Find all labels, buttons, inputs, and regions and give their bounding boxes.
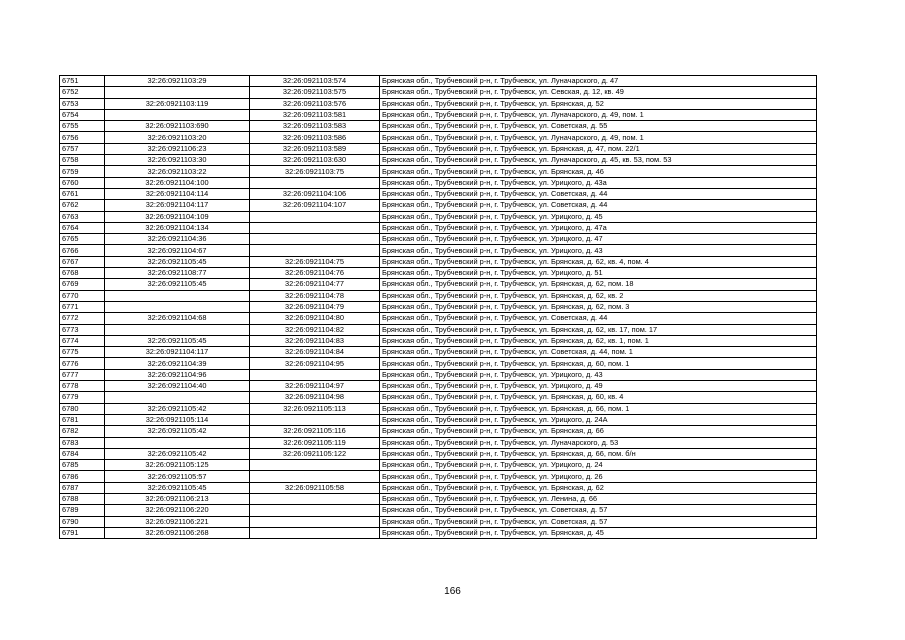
table-row: [60, 268, 817, 279]
address-cell: Брянская обл., Трубчевский р-н, г. Трубчевск, ул. Луначарского, д. 45, кв. 53, пом. 53: [380, 155, 817, 166]
object-cadastral-number-cell: 32:26:0921104:106: [250, 188, 380, 199]
table-row: [60, 87, 817, 98]
table-row: [60, 505, 817, 516]
row-number-cell: 6787: [60, 482, 105, 493]
object-cadastral-number-cell: 32:26:0921104:95: [250, 358, 380, 369]
table-row: [60, 245, 817, 256]
object-cadastral-number-cell: 32:26:0921103:576: [250, 98, 380, 109]
table-row: [60, 527, 817, 538]
address-cell: Брянская обл., Трубчевский р-н, г. Трубчевск, ул. Брянская, д. 62: [380, 482, 817, 493]
address-cell: Брянская обл., Трубчевский р-н, г. Трубчевск, ул. Луначарского, д. 49, пом. 1: [380, 132, 817, 143]
row-number-cell: 6773: [60, 324, 105, 335]
object-cadastral-number-cell: 32:26:0921103:630: [250, 155, 380, 166]
table-row: [60, 256, 817, 267]
cadastral-number-cell: 32:26:0921105:45: [105, 482, 250, 493]
address-cell: Брянская обл., Трубчевский р-н, г. Трубчевск, ул. Урицкого, д. 45: [380, 211, 817, 222]
row-number-cell: 6753: [60, 98, 105, 109]
cadastral-number-cell: 32:26:0921103:22: [105, 166, 250, 177]
row-number-cell: 6770: [60, 290, 105, 301]
address-cell: Брянская обл., Трубчевский р-н, г. Трубчевск, ул. Луначарского, д. 53: [380, 437, 817, 448]
table-row: [60, 76, 817, 87]
address-cell: Брянская обл., Трубчевский р-н, г. Трубчевск, ул. Брянская, д. 52: [380, 98, 817, 109]
row-number-cell: 6783: [60, 437, 105, 448]
cadastral-number-cell: 32:26:0921104:109: [105, 211, 250, 222]
address-cell: Брянская обл., Трубчевский р-н, г. Трубчевск, ул. Советская, д. 44: [380, 200, 817, 211]
table-row: [60, 437, 817, 448]
row-number-cell: 6791: [60, 527, 105, 538]
object-cadastral-number-cell: [250, 245, 380, 256]
table-row: [60, 143, 817, 154]
table-row: [60, 188, 817, 199]
row-number-cell: 6775: [60, 347, 105, 358]
row-number-cell: 6759: [60, 166, 105, 177]
address-cell: Брянская обл., Трубчевский р-н, г. Трубчевск, ул. Урицкого, д. 47: [380, 234, 817, 245]
address-cell: Брянская обл., Трубчевский р-н, г. Трубчевск, ул. Брянская, д. 62, пом. 18: [380, 279, 817, 290]
cadastral-number-cell: 32:26:0921106:23: [105, 143, 250, 154]
address-cell: Брянская обл., Трубчевский р-н, г. Трубчевск, ул. Брянская, д. 47, пом. 22/1: [380, 143, 817, 154]
table-row: [60, 211, 817, 222]
address-cell: Брянская обл., Трубчевский р-н, г. Трубчевск, ул. Советская, д. 44: [380, 188, 817, 199]
row-number-cell: 6790: [60, 516, 105, 527]
row-number-cell: 6772: [60, 313, 105, 324]
address-cell: Брянская обл., Трубчевский р-н, г. Трубчевск, ул. Брянская, д. 66, пом. б/н: [380, 448, 817, 459]
cadastral-number-cell: 32:26:0921105:42: [105, 426, 250, 437]
address-cell: Брянская обл., Трубчевский р-н, г. Трубчевск, ул. Брянская, д. 66, пом. 1: [380, 403, 817, 414]
cadastral-number-cell: 32:26:0921104:134: [105, 222, 250, 233]
object-cadastral-number-cell: 32:26:0921105:58: [250, 482, 380, 493]
object-cadastral-number-cell: 32:26:0921105:116: [250, 426, 380, 437]
cadastral-number-cell: 32:26:0921104:40: [105, 381, 250, 392]
address-cell: Брянская обл., Трубчевский р-н, г. Трубчевск, ул. Севская, д. 12, кв. 49: [380, 87, 817, 98]
address-cell: Брянская обл., Трубчевский р-н, г. Трубчевск, ул. Урицкого, д. 43: [380, 245, 817, 256]
object-cadastral-number-cell: 32:26:0921104:107: [250, 200, 380, 211]
table-row: [60, 121, 817, 132]
address-cell: Брянская обл., Трубчевский р-н, г. Трубчевск, ул. Брянская, д. 60, пом. 1: [380, 358, 817, 369]
row-number-cell: 6786: [60, 471, 105, 482]
object-cadastral-number-cell: 32:26:0921104:78: [250, 290, 380, 301]
cadastral-number-cell: 32:26:0921104:117: [105, 347, 250, 358]
object-cadastral-number-cell: [250, 527, 380, 538]
object-cadastral-number-cell: 32:26:0921104:84: [250, 347, 380, 358]
object-cadastral-number-cell: 32:26:0921104:98: [250, 392, 380, 403]
object-cadastral-number-cell: 32:26:0921104:79: [250, 301, 380, 312]
cadastral-number-cell: 32:26:0921104:100: [105, 177, 250, 188]
table-row: [60, 471, 817, 482]
object-cadastral-number-cell: 32:26:0921103:589: [250, 143, 380, 154]
table-row: [60, 493, 817, 504]
row-number-cell: 6765: [60, 234, 105, 245]
cadastral-number-cell: 32:26:0921104:96: [105, 369, 250, 380]
cadastral-number-cell: 32:26:0921104:36: [105, 234, 250, 245]
address-cell: Брянская обл., Трубчевский р-н, г. Трубчевск, ул. Урицкого, д. 24: [380, 460, 817, 471]
address-cell: Брянская обл., Трубчевский р-н, г. Трубчевск, ул. Брянская, д. 66: [380, 426, 817, 437]
address-cell: Брянская обл., Трубчевский р-н, г. Трубчевск, ул. Советская, д. 57: [380, 516, 817, 527]
object-cadastral-number-cell: 32:26:0921103:581: [250, 109, 380, 120]
cadastral-number-cell: [105, 87, 250, 98]
table-row: [60, 200, 817, 211]
cadastral-number-cell: 32:26:0921104:67: [105, 245, 250, 256]
object-cadastral-number-cell: 32:26:0921104:77: [250, 279, 380, 290]
table-row: [60, 222, 817, 233]
address-cell: Брянская обл., Трубчевский р-н, г. Трубчевск, ул. Урицкого, д. 24А: [380, 414, 817, 425]
address-cell: Брянская обл., Трубчевский р-н, г. Трубчевск, ул. Урицкого, д. 26: [380, 471, 817, 482]
row-number-cell: 6781: [60, 414, 105, 425]
table-row: [60, 177, 817, 188]
address-cell: Брянская обл., Трубчевский р-н, г. Трубчевск, ул. Брянская, д. 60, кв. 4: [380, 392, 817, 403]
table-row: [60, 392, 817, 403]
address-cell: Брянская обл., Трубчевский р-н, г. Трубчевск, ул. Советская, д. 57: [380, 505, 817, 516]
cadastral-number-cell: 32:26:0921103:690: [105, 121, 250, 132]
cadastral-number-cell: [105, 437, 250, 448]
address-cell: Брянская обл., Трубчевский р-н, г. Трубчевск, ул. Луначарского, д. 49, пом. 1: [380, 109, 817, 120]
object-cadastral-number-cell: 32:26:0921104:83: [250, 335, 380, 346]
row-number-cell: 6752: [60, 87, 105, 98]
table-row: [60, 98, 817, 109]
row-number-cell: 6754: [60, 109, 105, 120]
object-cadastral-number-cell: [250, 414, 380, 425]
object-cadastral-number-cell: 32:26:0921105:122: [250, 448, 380, 459]
table-row: [60, 301, 817, 312]
row-number-cell: 6760: [60, 177, 105, 188]
object-cadastral-number-cell: 32:26:0921103:583: [250, 121, 380, 132]
cadastral-number-cell: 32:26:0921106:213: [105, 493, 250, 504]
property-registry-table: [59, 75, 817, 539]
table-row: [60, 369, 817, 380]
cadastral-number-cell: 32:26:0921105:42: [105, 403, 250, 414]
row-number-cell: 6763: [60, 211, 105, 222]
cadastral-number-cell: 32:26:0921106:268: [105, 527, 250, 538]
object-cadastral-number-cell: 32:26:0921105:113: [250, 403, 380, 414]
cadastral-number-cell: 32:26:0921105:45: [105, 335, 250, 346]
cadastral-number-cell: 32:26:0921105:114: [105, 414, 250, 425]
cadastral-number-cell: [105, 392, 250, 403]
table-row: [60, 166, 817, 177]
cadastral-number-cell: 32:26:0921104:117: [105, 200, 250, 211]
address-cell: Брянская обл., Трубчевский р-н, г. Трубчевск, ул. Советская, д. 44: [380, 313, 817, 324]
row-number-cell: 6755: [60, 121, 105, 132]
row-number-cell: 6761: [60, 188, 105, 199]
row-number-cell: 6788: [60, 493, 105, 504]
table-row: [60, 234, 817, 245]
table-row: [60, 358, 817, 369]
cadastral-number-cell: 32:26:0921105:45: [105, 256, 250, 267]
cadastral-number-cell: [105, 324, 250, 335]
object-cadastral-number-cell: [250, 460, 380, 471]
row-number-cell: 6777: [60, 369, 105, 380]
object-cadastral-number-cell: [250, 234, 380, 245]
object-cadastral-number-cell: 32:26:0921104:97: [250, 381, 380, 392]
cadastral-number-cell: 32:26:0921103:30: [105, 155, 250, 166]
table-row: [60, 155, 817, 166]
cadastral-number-cell: 32:26:0921104:39: [105, 358, 250, 369]
address-cell: Брянская обл., Трубчевский р-н, г. Трубчевск, ул. Брянская, д. 62, кв. 17, пом. 17: [380, 324, 817, 335]
address-cell: Брянская обл., Трубчевский р-н, г. Трубчевск, ул. Брянская, д. 62, кв. 2: [380, 290, 817, 301]
cadastral-number-cell: [105, 301, 250, 312]
row-number-cell: 6784: [60, 448, 105, 459]
object-cadastral-number-cell: 32:26:0921104:76: [250, 268, 380, 279]
address-cell: Брянская обл., Трубчевский р-н, г. Трубчевск, ул. Брянская, д. 62, пом. 3: [380, 301, 817, 312]
page-number: 166: [444, 586, 461, 597]
cadastral-number-cell: 32:26:0921103:29: [105, 76, 250, 87]
address-cell: Брянская обл., Трубчевский р-н, г. Трубчевск, ул. Урицкого, д. 43: [380, 369, 817, 380]
row-number-cell: 6756: [60, 132, 105, 143]
object-cadastral-number-cell: 32:26:0921103:586: [250, 132, 380, 143]
table-row: [60, 381, 817, 392]
cadastral-number-cell: [105, 109, 250, 120]
row-number-cell: 6782: [60, 426, 105, 437]
table-row: [60, 426, 817, 437]
row-number-cell: 6764: [60, 222, 105, 233]
object-cadastral-number-cell: 32:26:0921104:75: [250, 256, 380, 267]
row-number-cell: 6758: [60, 155, 105, 166]
object-cadastral-number-cell: 32:26:0921105:119: [250, 437, 380, 448]
row-number-cell: 6766: [60, 245, 105, 256]
table-row: [60, 448, 817, 459]
row-number-cell: 6785: [60, 460, 105, 471]
object-cadastral-number-cell: 32:26:0921103:575: [250, 87, 380, 98]
cadastral-number-cell: 32:26:0921105:125: [105, 460, 250, 471]
row-number-cell: 6776: [60, 358, 105, 369]
table-row: [60, 482, 817, 493]
row-number-cell: 6762: [60, 200, 105, 211]
cadastral-number-cell: 32:26:0921106:220: [105, 505, 250, 516]
address-cell: Брянская обл., Трубчевский р-н, г. Трубчевск, ул. Ленина, д. 66: [380, 493, 817, 504]
address-cell: Брянская обл., Трубчевский р-н, г. Трубчевск, ул. Советская, д. 55: [380, 121, 817, 132]
table-row: [60, 460, 817, 471]
object-cadastral-number-cell: 32:26:0921103:574: [250, 76, 380, 87]
table-row: [60, 132, 817, 143]
address-cell: Брянская обл., Трубчевский р-н, г. Трубчевск, ул. Урицкого, д. 47а: [380, 222, 817, 233]
cadastral-number-cell: 32:26:0921106:221: [105, 516, 250, 527]
address-cell: Брянская обл., Трубчевский р-н, г. Трубчевск, ул. Урицкого, д. 43а: [380, 177, 817, 188]
address-cell: Брянская обл., Трубчевский р-н, г. Трубчевск, ул. Брянская, д. 46: [380, 166, 817, 177]
address-cell: Брянская обл., Трубчевский р-н, г. Трубчевск, ул. Брянская, д. 62, кв. 1, пом. 1: [380, 335, 817, 346]
row-number-cell: 6779: [60, 392, 105, 403]
object-cadastral-number-cell: [250, 211, 380, 222]
table-row: [60, 324, 817, 335]
row-number-cell: 6757: [60, 143, 105, 154]
cadastral-number-cell: 32:26:0921103:119: [105, 98, 250, 109]
object-cadastral-number-cell: [250, 493, 380, 504]
row-number-cell: 6771: [60, 301, 105, 312]
address-cell: Брянская обл., Трубчевский р-н, г. Трубчевск, ул. Урицкого, д. 49: [380, 381, 817, 392]
table-body: [60, 76, 817, 539]
cadastral-number-cell: 32:26:0921105:57: [105, 471, 250, 482]
object-cadastral-number-cell: [250, 369, 380, 380]
table-row: [60, 403, 817, 414]
address-cell: Брянская обл., Трубчевский р-н, г. Трубчевск, ул. Брянская, д. 45: [380, 527, 817, 538]
table-row: [60, 290, 817, 301]
object-cadastral-number-cell: [250, 222, 380, 233]
cadastral-number-cell: 32:26:0921104:68: [105, 313, 250, 324]
address-cell: Брянская обл., Трубчевский р-н, г. Трубчевск, ул. Брянская, д. 62, кв. 4, пом. 4: [380, 256, 817, 267]
row-number-cell: 6778: [60, 381, 105, 392]
address-cell: Брянская обл., Трубчевский р-н, г. Трубчевск, ул. Советская, д. 44, пом. 1: [380, 347, 817, 358]
table-row: [60, 414, 817, 425]
row-number-cell: 6769: [60, 279, 105, 290]
cadastral-number-cell: 32:26:0921104:114: [105, 188, 250, 199]
address-cell: Брянская обл., Трубчевский р-н, г. Трубчевск, ул. Луначарского, д. 47: [380, 76, 817, 87]
cadastral-number-cell: 32:26:0921105:42: [105, 448, 250, 459]
object-cadastral-number-cell: 32:26:0921104:80: [250, 313, 380, 324]
address-cell: Брянская обл., Трубчевский р-н, г. Трубчевск, ул. Урицкого, д. 51: [380, 268, 817, 279]
object-cadastral-number-cell: [250, 505, 380, 516]
table-row: [60, 109, 817, 120]
object-cadastral-number-cell: [250, 177, 380, 188]
row-number-cell: 6768: [60, 268, 105, 279]
cadastral-number-cell: 32:26:0921103:20: [105, 132, 250, 143]
cadastral-number-cell: [105, 290, 250, 301]
cadastral-number-cell: 32:26:0921105:45: [105, 279, 250, 290]
cadastral-number-cell: 32:26:0921108:77: [105, 268, 250, 279]
object-cadastral-number-cell: [250, 516, 380, 527]
row-number-cell: 6767: [60, 256, 105, 267]
table-row: [60, 335, 817, 346]
object-cadastral-number-cell: 32:26:0921103:75: [250, 166, 380, 177]
row-number-cell: 6774: [60, 335, 105, 346]
table-row: [60, 516, 817, 527]
object-cadastral-number-cell: 32:26:0921104:82: [250, 324, 380, 335]
table-row: [60, 313, 817, 324]
object-cadastral-number-cell: [250, 471, 380, 482]
row-number-cell: 6751: [60, 76, 105, 87]
table-row: [60, 347, 817, 358]
row-number-cell: 6780: [60, 403, 105, 414]
table-row: [60, 279, 817, 290]
row-number-cell: 6789: [60, 505, 105, 516]
